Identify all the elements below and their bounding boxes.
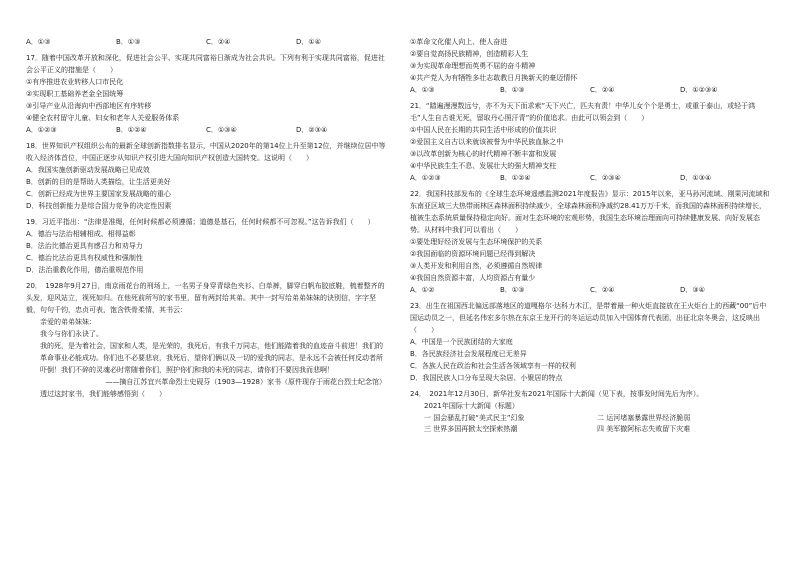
q17-item-1: ①有序推进农业转移人口市民化 — [26, 78, 124, 86]
q19-option-d: D．法治重教化作用，德治重规范作用 — [26, 266, 144, 274]
q22-stem: 22．我国科技部发布的《全球生态环境遥感监测2021年度报告》显示：2015年以来，亚马孙河流域、刚果河流域和东南亚区域三大热带雨林区森林面积持续减少，全球森林面积净减约28.41万万千米，而我国的森林面积持续增长，植被生态系统质量保持稳定向好。面对生态环境的宏观形势，我国生态环境治理面向可持续健康发展、向好发展态势。从材料中我们可以看出（ ） — [410, 190, 770, 234]
q20-options — [410, 84, 770, 96]
q16-options — [26, 36, 386, 48]
q19-option-b: B．法治比德治更具有感召力和劝导力 — [26, 242, 143, 250]
q22-item-2: ②我国面临的资源环境问题已经得到解决 — [410, 250, 536, 258]
q20-item-1: ①革命文化催人向上、使人奋进 — [410, 38, 508, 46]
q20-letter-p1: 我今与你们永诀了。 — [40, 330, 103, 338]
q22-option-d: D．③④ — [680, 286, 705, 294]
q22-options — [410, 284, 770, 296]
q22-option-b: B．①③ — [500, 286, 525, 294]
q21-option-c: C．②③④ — [590, 174, 621, 182]
q21-option-a: A．①②③ — [410, 174, 441, 182]
q22-option-c: C．②④ — [590, 286, 615, 294]
q24-headline-3: 三 世界多国再掀太空探索热潮 — [424, 425, 518, 434]
q20-tail: 透过这封家书，我们能够感悟到（ ） — [40, 390, 166, 398]
q22-item-4: ④我国自然资源丰富，人均资源占有量少 — [410, 274, 536, 282]
q24-headline-1: 一 国会骚乱打破“美式民主”幻象 — [424, 414, 525, 422]
q20-item-3: ③为实现革命理想而英勇不屈的奋斗精神 — [410, 62, 536, 70]
q19-option-a: A．德治与法治相辅相成、相得益彰 — [26, 230, 136, 238]
q16-option-a: A．①③ — [26, 38, 51, 46]
q17-item-3: ③引导产业从沿海向中西部地区有序转移 — [26, 102, 152, 110]
q20-item-2: ②要自觉高扬民族精神，创造精彩人生 — [410, 50, 529, 58]
q20-option-a: A．①③ — [410, 86, 435, 94]
q21-item-1: ①中国人民在长期的共同生活中形成的价值共识 — [410, 126, 557, 134]
q23-option-b: B．各民族经济社会发展程度已无差异 — [410, 350, 527, 358]
q20-option-b: B．①③ — [500, 86, 525, 94]
q19-stem: 19．习近平指出：“法律是准绳，任何时候都必须遵循；道德是基石，任何时候都不可忽视。”这告诉我们（ ） — [26, 218, 375, 226]
q17-item-2: ②实现职工基础养老金全国统筹 — [26, 90, 124, 98]
q20-item-4: ④共产党人为有牺牲多壮志敢教日月换新天的豪迈情怀 — [410, 74, 578, 82]
q17-option-b: B．①②④ — [116, 126, 147, 134]
q17-option-a: A．①②③ — [26, 126, 57, 134]
q20-source: ——摘自江苏宜兴革命烈士史砚芬（1903—1928）家书（原件现存于雨花台烈士纪念馆） — [105, 378, 386, 386]
q21-option-d: D．①③④ — [680, 174, 712, 182]
q21-stem: 21．“踏遍漫漫数远兮，亦不为天下而求索”天下兴亡，匹夫有责！中华儿女个个是勇士，或重于泰山，或轻于鸿毛”人生自古谁无死，留取丹心照汗青”的价值追求。由此可以领会到（ ） — [410, 102, 756, 122]
q18-option-d: D．科技创新能力是综合国力竞争的决定性因素 — [26, 202, 172, 210]
q24-headline-4: 四 美军撤阿标志失败留下灾难 — [597, 425, 691, 434]
q16-option-c: C．②④ — [206, 38, 231, 46]
q24-headline-2: 二 运河堵塞暴露世界经济脆弱 — [597, 414, 691, 422]
q18-stem: 18．世界知识产权组织公布的最新全球创新指数排名显示，中国从2020年的第14位上升至第12位，并继续位居中等收入经济体首位，中国正逐步从知识产权引进大国向知识产权创造大国转变。这说明（ ） — [26, 142, 386, 162]
q18-option-b: B．创新的目的是帮助人类描绘，让生活更美好 — [26, 178, 171, 186]
q20-stem: 20． 1928年9月27日，南京雨花台的刑场上，一名男子身穿青绿色夹衫、白单裤，脚穿白帆布胶底鞋，梳着整齐的头发，迎风站立，视死如归。在他死前所写的家书里，留有两封给其弟。其中一封写给弟弟妹妹的诀别信，字字坚毅，句句千钧，忠贞可表，饱含铁骨柔情，其书云： — [26, 282, 385, 314]
q18-option-c: C．创新已经成为世界主要国家发展战略的重心 — [26, 190, 171, 198]
q23-option-c: C．各族人民在政治和社会生活各领域享有一样的权利 — [410, 362, 576, 370]
q20-option-c: C．②④ — [590, 86, 615, 94]
q17-option-c: C．①③④ — [206, 126, 237, 134]
q23-option-a: A．中国是一个民族团结的大家庭 — [410, 338, 513, 346]
q19-option-c: C．德治比法治更具有权威性和强制性 — [26, 254, 143, 262]
q17-stem: 17．随着中国改革开放和深化，促进社会公平、实现共同富裕日渐成为社会共识。下列有利于实现共同富裕，促进社会公平正义的措施是（ ） — [26, 54, 385, 74]
q24-table-title: 2021年国际十大新闻（标题） — [424, 402, 519, 410]
q21-item-2: ②爱国主义自古以来就该被誉为中华民族血脉之中 — [410, 138, 564, 146]
right-column — [410, 36, 770, 435]
q17-option-d: D．②③④ — [296, 126, 328, 134]
q24-stem: 24． 2021年12月30日，新华社发布2021年国际十大新闻（见下表，按事发时间先后为序）。 — [410, 390, 704, 398]
left-column — [26, 36, 386, 400]
q20-letter-salutation: 亲爱的弟弟妹妹： — [40, 318, 96, 326]
q21-options — [410, 172, 770, 184]
q16-option-b: B．①③ — [116, 38, 141, 46]
q17-options — [26, 124, 386, 136]
q23-option-d: D．我国民族人口分布呈现大杂居、小聚居的特点 — [410, 374, 563, 382]
q22-item-3: ③人类开发和利用自然，必须遵循自然规律 — [410, 262, 543, 270]
q22-option-a: A．①② — [410, 286, 435, 294]
q21-item-3: ③以改革创新为核心的时代精神不断丰富和发展 — [410, 150, 557, 158]
q20-option-d: D．①②③④ — [680, 86, 718, 94]
q18-option-a: A．我国实施创新驱动发展战略已见成效 — [26, 166, 150, 174]
q23-stem: 23．出生在祖国西北偏远部落地区的道嘎格尔·达科力木江，是带着最一种火炬直接放在王火炬台上的西藏“00”后中国运动员之一，但延名伟宏多尔热在东京王龙开行的冬运运动员加入中国体育代表团，出征北京冬奥会，这反映出（ ） — [410, 302, 767, 334]
q21-option-b: B．①②④ — [500, 174, 531, 182]
q24-headline-table — [410, 414, 770, 435]
q16-option-d: D．①④ — [296, 38, 321, 46]
q20-letter-p2: 我的死，是为着社会，国家和人类，是光荣的，我死后，有我千万同志，他们能踏着我的血迹奋斗前进！我们的革命事业必能成功。你们也不必要悲哀，我死后，望你们俩以及一切的爱我的同志，是永远不会被任何反动者所吓倒！我们不碎的灵魂必时常随着你们，照护你们和我的未死的同志，请你们不要因我而悲啊！ — [40, 342, 383, 374]
q21-item-4: ④中华民族生生不息、发展壮大的强大精神支柱 — [410, 162, 557, 170]
q17-item-4: ④健全农村留守儿童、妇女和老年人关爱服务体系 — [26, 114, 180, 122]
q22-item-1: ①要处理好经济发展与生态环境保护的关系 — [410, 238, 543, 246]
